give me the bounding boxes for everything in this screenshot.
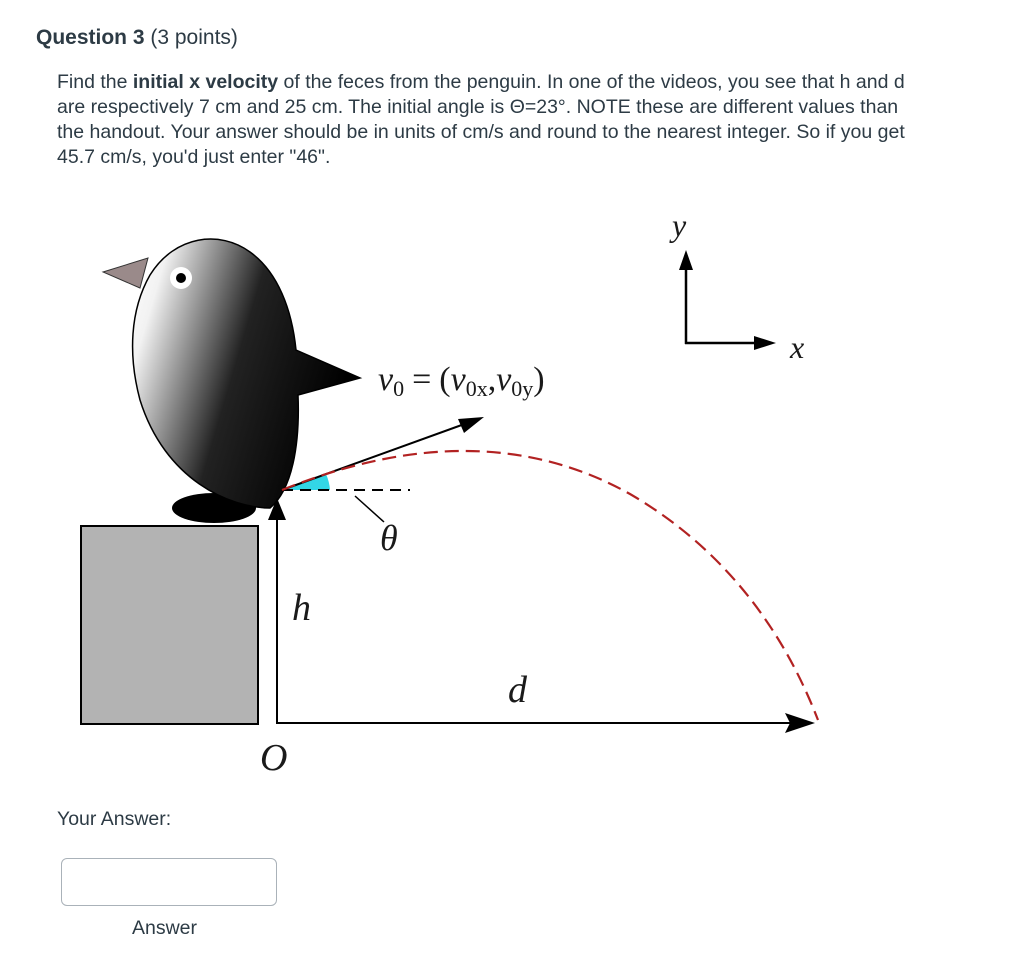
- v0-symbol: v: [378, 361, 394, 398]
- theta-label: θ: [380, 518, 398, 558]
- platform-box: [81, 526, 258, 724]
- height-label: h: [292, 587, 311, 629]
- question-text: [57, 70, 917, 170]
- coordinate-axes: [679, 250, 776, 350]
- question-text-rest: of the feces from the penguin. In one of the videos, you see that h and d are respectively 7 cm and 25 cm. The initial angle is Θ=23°. NOTE these are different values than the handout. Your answer should be in units of cm/s and round to the nearest integer. So if you get 45.7 cm/s, you'd just enter "46".: [57, 71, 905, 168]
- question-title: Question 3: [36, 26, 145, 49]
- trajectory-path: [282, 451, 818, 720]
- v0-subscript: 0: [393, 376, 405, 401]
- your-answer-label: Your Answer:: [57, 808, 172, 830]
- answer-caption: Answer: [132, 917, 198, 939]
- y-axis-arrowhead: [679, 250, 693, 270]
- origin-label: O: [260, 737, 288, 779]
- answer-input[interactable]: [61, 858, 277, 906]
- open-paren: (: [439, 361, 451, 398]
- penguin-eye-pupil: [176, 273, 186, 283]
- question-header: [36, 26, 238, 50]
- comma: ,: [487, 361, 497, 398]
- v0y-subscript: 0y: [511, 376, 534, 401]
- question-bold-phrase: initial x velocity: [132, 71, 279, 93]
- v0x-subscript: 0x: [465, 376, 488, 401]
- penguin-body: [133, 239, 360, 508]
- close-paren: ): [533, 361, 545, 398]
- v0y-symbol: v: [496, 361, 512, 398]
- x-axis-label: x: [790, 329, 805, 365]
- question-text-start: Find the: [57, 71, 133, 93]
- projectile-diagram: [0, 190, 1024, 790]
- v0x-symbol: v: [450, 361, 466, 398]
- x-axis-arrowhead: [754, 336, 776, 350]
- y-axis-label: y: [672, 207, 687, 243]
- velocity-equation: [378, 361, 545, 401]
- distance-label: d: [508, 669, 527, 711]
- penguin: [103, 239, 360, 508]
- equals-sign: =: [412, 361, 432, 398]
- velocity-arrowhead: [458, 417, 484, 433]
- penguin-beak: [103, 258, 148, 288]
- question-points: (3 points): [150, 26, 238, 49]
